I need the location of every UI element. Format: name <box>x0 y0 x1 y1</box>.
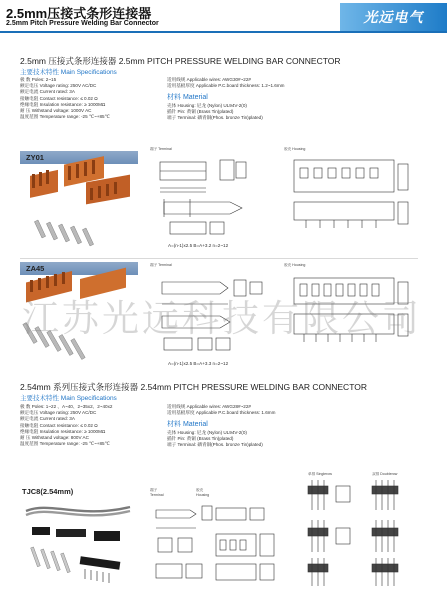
section2-material-heading: 材料 Material <box>167 421 208 428</box>
za45-model-label: ZA45 <box>26 264 45 273</box>
title-number: 2.5mm <box>6 6 48 21</box>
za45-terminal-label: 端子 Terminal <box>150 263 172 267</box>
title-chinese: 压接式条形连接器 <box>47 6 152 21</box>
za45-housing-label: 胶壳 Housing <box>284 263 306 267</box>
zy01-model-label: ZY01 <box>26 153 44 162</box>
tjc8-terminal-label: 端子 Terminal <box>150 488 164 497</box>
spec-line: 额定电压 Voltage rating: 250V AC/DC <box>20 410 97 416</box>
section2-materials <box>167 430 263 449</box>
spec-line: 接触电阻 Contact resistance: ≤ 0.02 Ω <box>20 95 98 101</box>
zy01-formula: A=(n-1)x2.5 B=A+3.2 n=2~12 <box>168 243 229 248</box>
spec-line: 额定电流 Current rated: 3A <box>20 89 75 95</box>
tjc8-model-label: TJC8(2.54mm) <box>22 487 74 496</box>
section2-specs-right <box>167 404 275 416</box>
zy01-terminal-drawing <box>150 154 270 240</box>
spec-line: 适用基板厚度 Applicable P.C.board thickness: 1.2~1.6mm <box>167 83 285 89</box>
tjc8-double-label: 双排 Doublerow <box>372 472 398 476</box>
section1-specs-left <box>20 77 110 120</box>
spec-line: 耐 压 Withstand voltage: 1000V AC <box>20 108 92 114</box>
section1-materials <box>167 103 263 122</box>
zy01-divider <box>20 258 418 259</box>
spec-line: 接触电阻 Contact resistance: ≤ 0.02 Ω <box>20 422 98 428</box>
spec-line: 极 数 Poles: 1~22 、A~40、2~35x2、2~40x2 <box>20 404 113 409</box>
zy01-housing-label: 胶壳 Housing <box>284 147 306 151</box>
spec-line: 额定电压 Voltage rating: 250V AC/DC <box>20 83 97 89</box>
tjc8-product-photo <box>20 497 136 589</box>
tjc8-single-label: 单排 Singlerow <box>308 472 332 476</box>
section2-title-text: 系列压接式条形连接器 2.54mm PITCH PRESSURE WELDING BAR CONNECTOR <box>50 382 367 392</box>
spec-line: 温度范围 Temperature range: -25 ℃~+85℃ <box>20 114 110 120</box>
spec-line: 适用基板厚度 Applicable P.C.board thickness: 1.6mm <box>167 410 276 416</box>
section1-material-heading: 材料 Material <box>167 94 208 101</box>
company-logo: 光远电气 <box>340 3 447 33</box>
spec-line: 极 数 Poles: 2~15 <box>20 77 57 82</box>
section2-specs-left <box>20 404 112 447</box>
tjc8-terminal-housing-drawing <box>150 500 300 590</box>
material-line: 插针 Pin: 黄铜 (Brass Tin)plated) <box>167 436 234 442</box>
material-line: 插针 Pin: 黄铜 (Brass Tin)plated) <box>167 109 234 115</box>
section1-spec-heading: 主要技术特性 Main Specifications <box>20 69 117 76</box>
section2-title <box>20 381 367 393</box>
page-subtitle: 2.5mm Pitch Pressure Welding Bar Connector <box>6 20 159 27</box>
spec-line: 适用线规 Applicable wires: AWG30#~22# <box>167 77 251 82</box>
material-line: 端子 Terminal: 磷青铜(Phos. bronze Tin)plated) <box>167 115 263 121</box>
material-line: 壳体 Housing: 尼龙 (Nylon) UL94V-2(0) <box>167 430 247 435</box>
section2-spec-heading: 主要技术特性 Main Specifications <box>20 395 117 402</box>
spec-line: 绝缘电阻 Insulation resistance: ≥ 1000MΩ <box>20 428 106 434</box>
section2-title-number: 2.54mm <box>20 382 51 392</box>
spec-line: 耐 压 Withstand voltage: 800V AC <box>20 435 89 441</box>
spec-line: 额定电流 Current rated: 3A <box>20 416 75 422</box>
spec-line: 绝缘电阻 Insulation resistance: ≥ 1000MΩ <box>20 101 106 107</box>
section1-title: 2.5mm 压接式条形连接器 2.5mm PITCH PRESSURE WELDING BAR CONNECTOR <box>20 56 341 66</box>
material-line: 壳体 Housing: 尼龙 (Nylon) UL94V-2(0) <box>167 103 247 108</box>
header-divider <box>0 31 447 33</box>
company-watermark: 江苏光远科技有限公司 <box>22 297 422 340</box>
spec-line: 温度范围 Temperature range: -25 ℃~+85℃ <box>20 441 110 447</box>
tjc8-header-drawings <box>300 480 418 588</box>
spec-line: 适用线规 Applicable wires: AWG28#~22# <box>167 404 251 409</box>
material-line: 端子 Terminal: 磷青铜(Phos. bronze Tin)plated) <box>167 442 263 448</box>
zy01-product-photo <box>20 164 138 256</box>
zy01-terminal-label: 端子 Terminal <box>150 147 172 151</box>
tjc8-housing-label: 胶壳 Housing <box>196 488 210 497</box>
zy01-housing-drawing <box>284 154 414 246</box>
section1-specs-right <box>167 77 285 89</box>
za45-formula: A=(n-1)x2.5 B=A+3.3 n=2~12 <box>168 361 229 366</box>
